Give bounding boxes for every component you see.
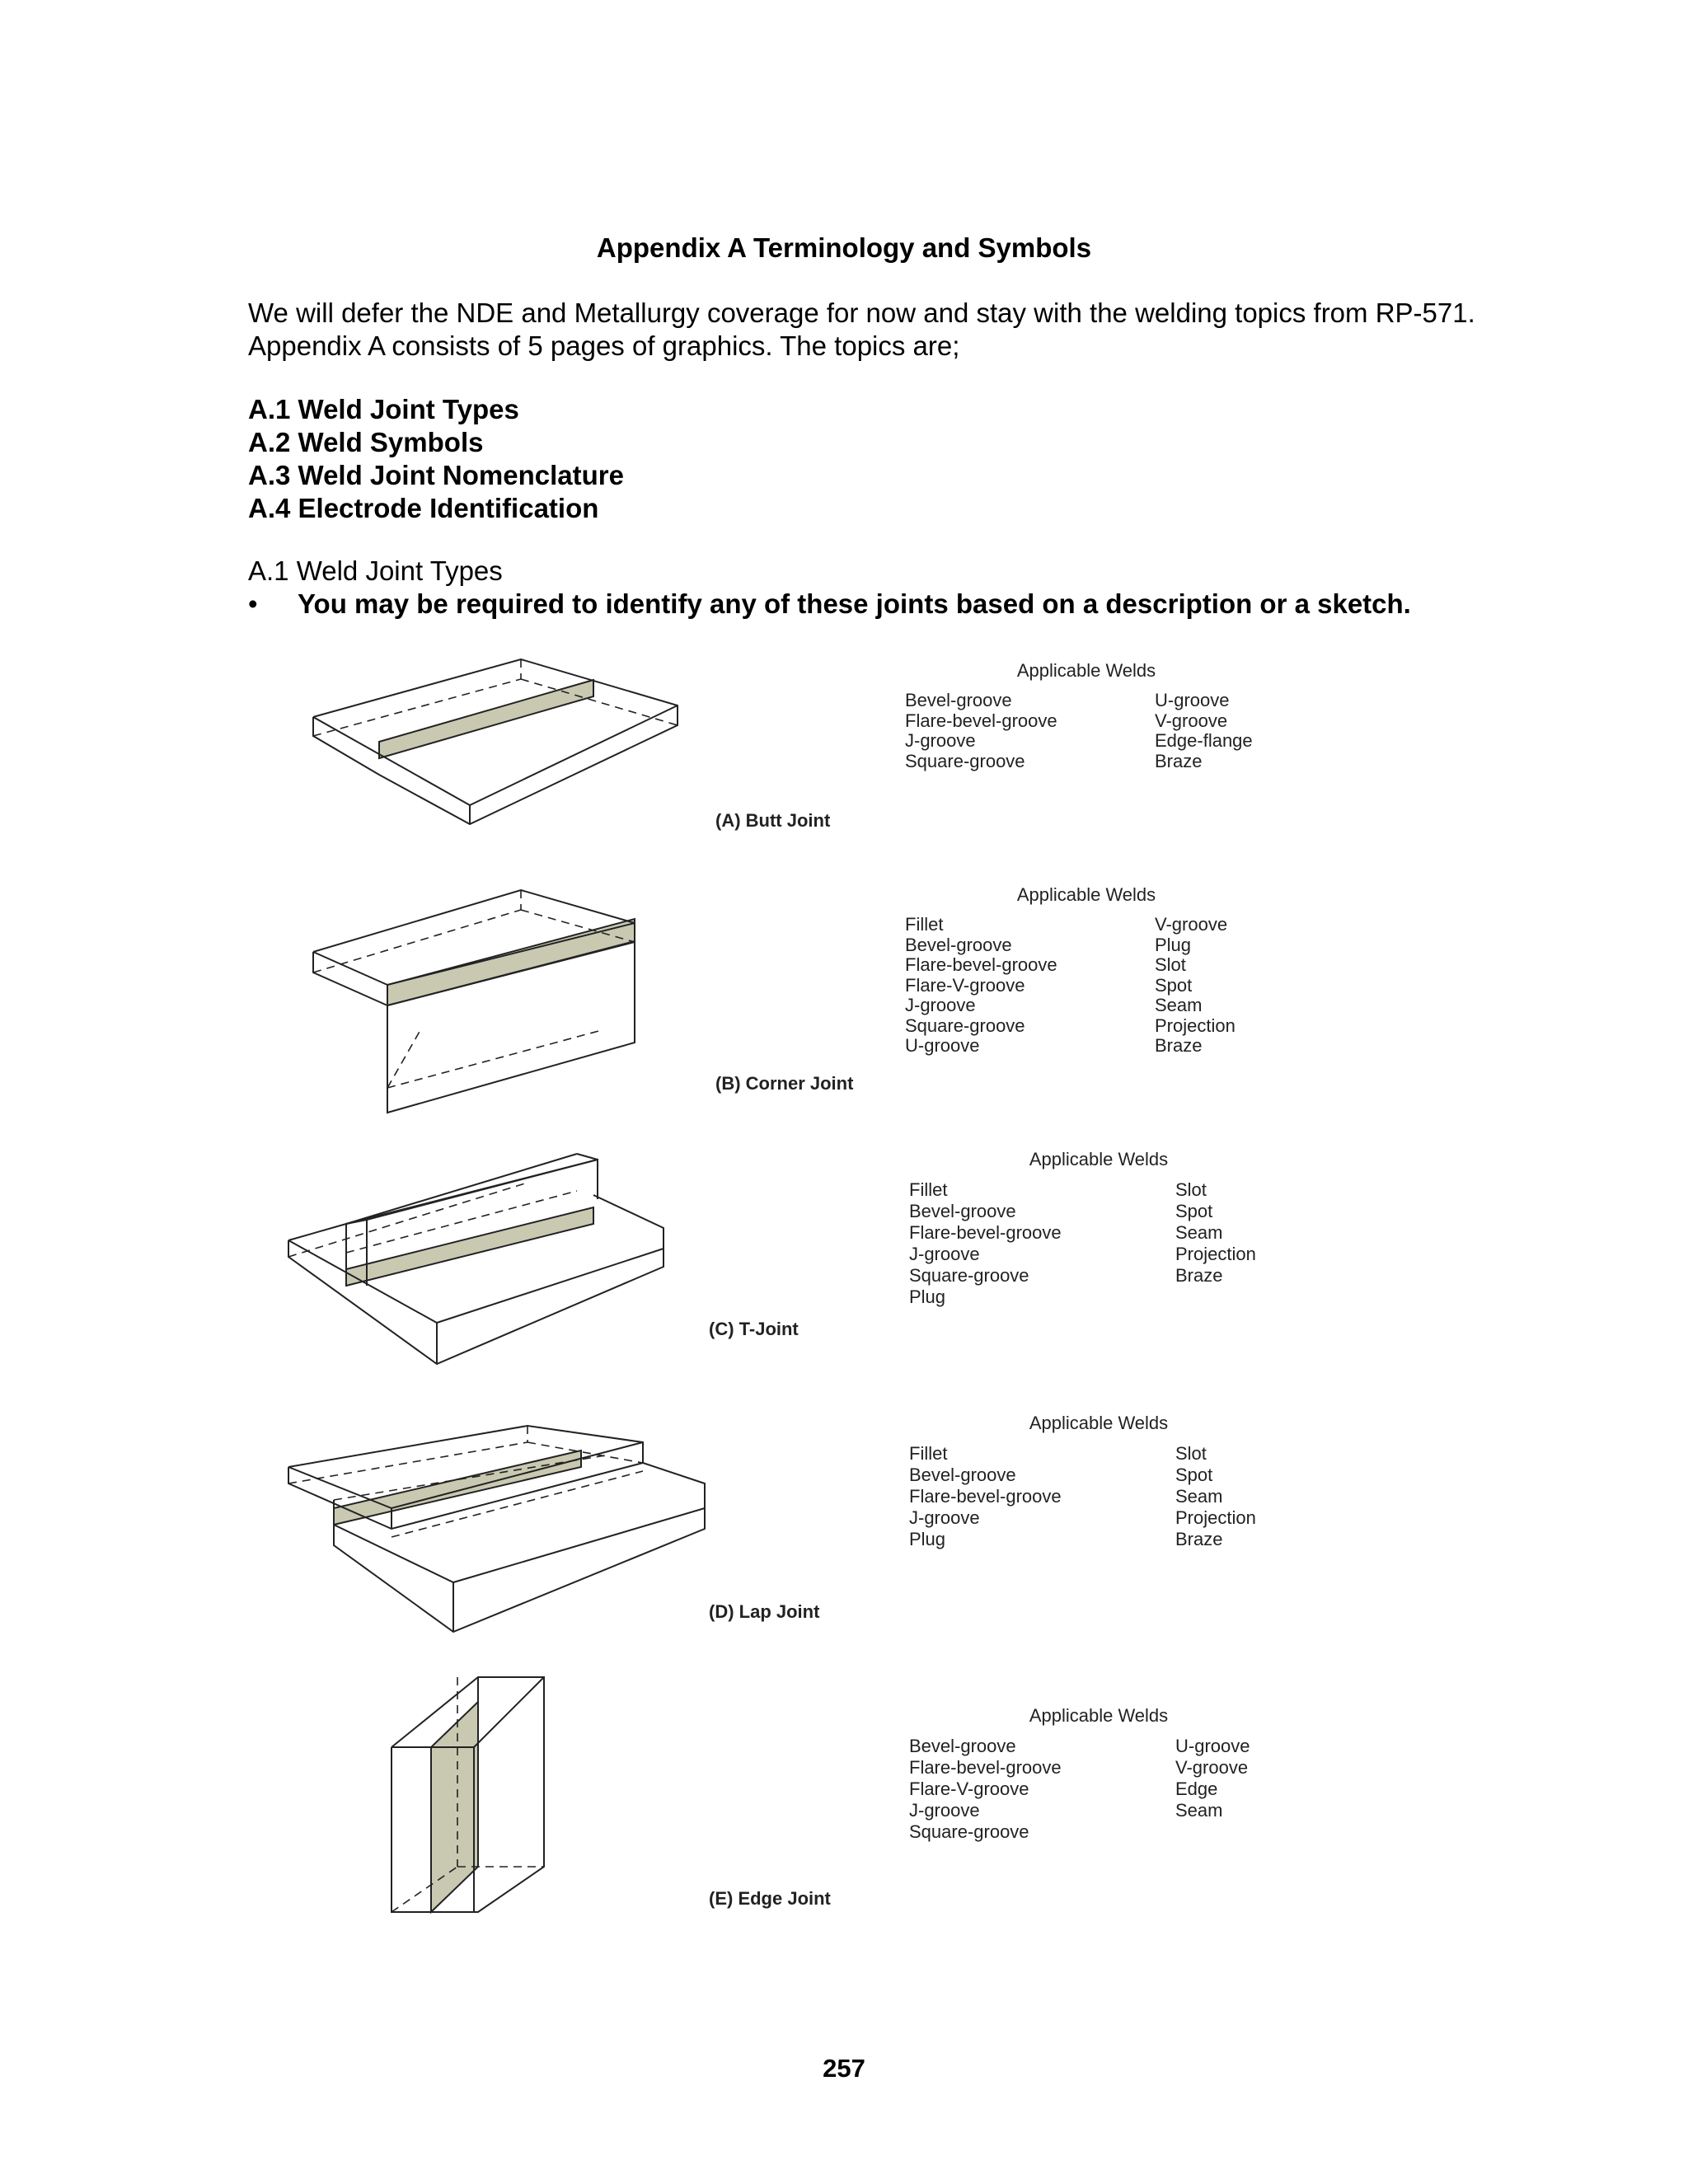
- weld-type: Square-groove: [905, 750, 1025, 771]
- weld-type: J-groove: [909, 1800, 980, 1821]
- weld-type: Bevel-groove: [909, 1201, 1016, 1221]
- weld-type: Edge: [1175, 1779, 1218, 1799]
- welds-col-2: [1155, 691, 1253, 771]
- weld-type: Fillet: [905, 914, 944, 935]
- weld-type: Braze: [1155, 1035, 1203, 1056]
- weld-type: J-groove: [905, 730, 976, 751]
- bullet-text: You may be required to identify any of these joints based on a description or a sketch.: [298, 588, 1411, 619]
- welds-col-1: [905, 691, 1057, 771]
- section-heading: A.1 Weld Joint Types: [248, 555, 503, 586]
- topic-list: [248, 393, 624, 525]
- weld-type: Spot: [1175, 1465, 1213, 1485]
- welds-col-1: [909, 1179, 1062, 1308]
- weld-type: Plug: [909, 1529, 946, 1549]
- t-joint-illustration: [280, 1150, 676, 1372]
- welds-col-1: [909, 1443, 1062, 1550]
- intro-line-2: Appendix A consists of 5 pages of graphics. The topics are;: [248, 330, 960, 361]
- page-title: Appendix A Terminology and Symbols: [596, 232, 1092, 263]
- intro-paragraph: [248, 297, 1534, 363]
- weld-type: Fillet: [909, 1179, 948, 1200]
- weld-type: Fillet: [909, 1443, 948, 1464]
- weld-type: Spot: [1175, 1201, 1213, 1221]
- bullet-symbol: •: [248, 588, 258, 619]
- welds-header: Applicable Welds: [1016, 884, 1156, 905]
- weld-type: Edge-flange: [1155, 730, 1253, 751]
- applicable-welds-d: [909, 1413, 1288, 1562]
- joint-label: (C) T-Joint: [709, 1319, 799, 1339]
- weld-type: Seam: [1175, 1222, 1223, 1243]
- welds-col-1: [909, 1736, 1062, 1843]
- weld-type: Bevel-groove: [905, 934, 1012, 955]
- corner-joint-illustration: [305, 882, 651, 1121]
- weld-type: Flare-bevel-groove: [905, 710, 1057, 731]
- weld-type: U-groove: [1155, 690, 1230, 710]
- weld-type: Bevel-groove: [909, 1736, 1016, 1756]
- weld-type: U-groove: [1175, 1736, 1250, 1756]
- welds-header: Applicable Welds: [1029, 1149, 1169, 1169]
- joint-label: (E) Edge Joint: [709, 1888, 831, 1909]
- weld-type: Spot: [1155, 974, 1193, 996]
- weld-type: Plug: [909, 1286, 946, 1307]
- weld-type: Bevel-groove: [905, 690, 1012, 710]
- weld-type: J-groove: [905, 995, 976, 1015]
- lap-joint-illustration: [280, 1418, 709, 1640]
- weld-type: J-groove: [909, 1507, 980, 1528]
- weld-type: Slot: [1175, 1179, 1207, 1200]
- weld-type: Flare-V-groove: [905, 974, 1025, 996]
- joint-label: (A) Butt Joint: [715, 810, 831, 831]
- weld-type: Plug: [1155, 934, 1192, 955]
- weld-type: J-groove: [909, 1244, 980, 1264]
- weld-type: Square-groove: [905, 1015, 1025, 1036]
- weld-type: Seam: [1175, 1800, 1223, 1821]
- weld-type: Square-groove: [909, 1821, 1029, 1842]
- weld-type: V-groove: [1155, 710, 1228, 731]
- butt-joint-illustration: [305, 651, 692, 841]
- welds-col-2: [1175, 1736, 1250, 1821]
- intro-line-1: We will defer the NDE and Metallurgy coverage for now and stay with the welding topics from RP-571.: [248, 298, 1475, 328]
- applicable-welds-e: [909, 1706, 1288, 1854]
- topic-item: A.3 Weld Joint Nomenclature: [248, 460, 624, 490]
- welds-header: Applicable Welds: [1016, 660, 1156, 681]
- topic-item: A.2 Weld Symbols: [248, 427, 484, 457]
- applicable-welds-b: [905, 884, 1268, 1056]
- bullet-item: [248, 588, 1411, 620]
- welds-header: Applicable Welds: [1029, 1413, 1169, 1433]
- topic-item: A.4 Electrode Identification: [248, 493, 599, 523]
- weld-type: Flare-bevel-groove: [909, 1222, 1062, 1243]
- page-number: 257: [823, 2054, 865, 2083]
- topic-item: A.1 Weld Joint Types: [248, 394, 519, 424]
- weld-type: Braze: [1175, 1265, 1223, 1286]
- weld-type: Flare-bevel-groove: [905, 954, 1057, 975]
- applicable-welds-a: [905, 661, 1268, 776]
- weld-type: V-groove: [1175, 1757, 1249, 1778]
- weld-type: Braze: [1175, 1529, 1223, 1549]
- welds-col-2: [1155, 915, 1236, 1057]
- weld-type: Slot: [1155, 954, 1186, 975]
- welds-col-2: [1175, 1179, 1256, 1286]
- weld-type: Seam: [1155, 995, 1203, 1015]
- edge-joint-illustration: [383, 1673, 556, 1920]
- weld-type: U-groove: [905, 1035, 980, 1056]
- joint-label: (B) Corner Joint: [715, 1073, 854, 1094]
- welds-col-1: [905, 915, 1057, 1057]
- weld-type: V-groove: [1155, 914, 1228, 935]
- weld-type: Square-groove: [909, 1265, 1029, 1286]
- welds-header: Applicable Welds: [1029, 1705, 1169, 1726]
- weld-type: Flare-bevel-groove: [909, 1486, 1062, 1507]
- weld-type: Braze: [1155, 750, 1203, 771]
- weld-type: Slot: [1175, 1443, 1207, 1464]
- weld-type: Flare-V-groove: [909, 1779, 1029, 1799]
- joint-label: (D) Lap Joint: [709, 1601, 820, 1622]
- weld-type: Flare-bevel-groove: [909, 1757, 1062, 1778]
- weld-type: Projection: [1175, 1244, 1256, 1264]
- weld-type: Seam: [1175, 1486, 1223, 1507]
- weld-type: Projection: [1175, 1507, 1256, 1528]
- weld-type: Projection: [1155, 1015, 1236, 1036]
- applicable-welds-c: [909, 1150, 1288, 1315]
- welds-col-2: [1175, 1443, 1256, 1550]
- weld-type: Bevel-groove: [909, 1465, 1016, 1485]
